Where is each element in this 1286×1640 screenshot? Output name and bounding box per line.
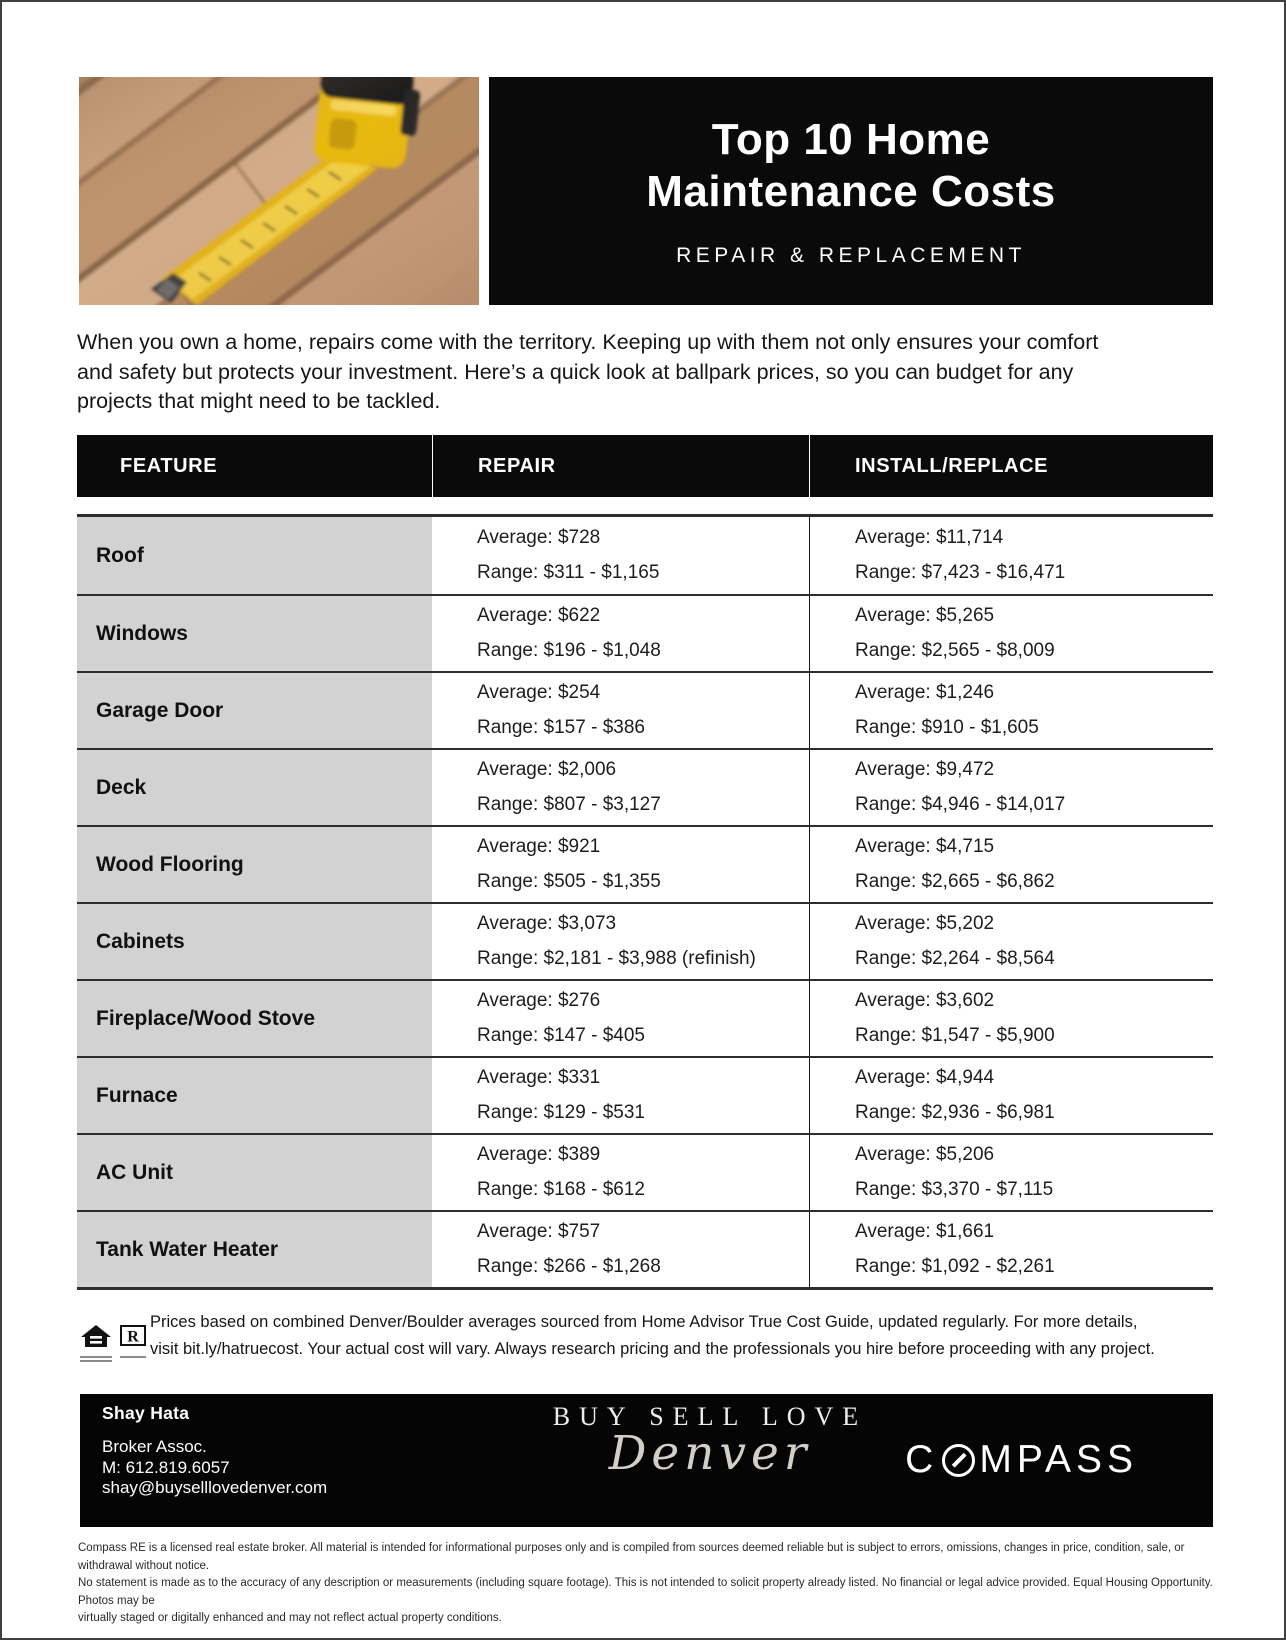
install-cell: [809, 596, 1213, 671]
column-header-feature: FEATURE: [120, 454, 218, 477]
column-header-repair: REPAIR: [432, 435, 809, 497]
compass-logo: [905, 1438, 1138, 1482]
repair-range: Range: $129 - $531: [477, 1102, 645, 1123]
repair-average: Average: $757: [477, 1221, 601, 1242]
fine-print-line: Compass RE is a licensed real estate broker. All material is intended for informational purposes only and is compiled from sources deemed reliable but is subject to errors, omissions, changes in price, condition, sale, or withdrawal without notice.: [78, 1542, 1185, 1572]
repair-cell: [432, 827, 809, 902]
repair-range: Range: $311 - $1,165: [477, 562, 660, 583]
feature-name: Fireplace/Wood Stove: [77, 981, 432, 1056]
disclaimer-line: Prices based on combined Denver/Boulder averages sourced from Home Advisor True Cost Guide, updated regularly. For more details,: [150, 1313, 1138, 1331]
install-range: Range: $2,264 - $8,564: [855, 948, 1055, 969]
install-range: Range: $910 - $1,605: [855, 717, 1039, 738]
table-row-windows: [77, 594, 1213, 671]
install-range: Range: $2,665 - $6,862: [855, 871, 1055, 892]
legal-fine-print: [78, 1540, 1218, 1628]
install-average: Average: $4,944: [855, 1067, 995, 1088]
repair-range: Range: $505 - $1,355: [477, 871, 661, 892]
install-cell: [809, 1058, 1213, 1133]
install-cell: [809, 750, 1213, 825]
feature-name: Tank Water Heater: [77, 1212, 432, 1287]
table-row-wood-flooring: [77, 825, 1213, 902]
brand-script-denver: Denver: [608, 1426, 812, 1481]
install-average: Average: $9,472: [855, 759, 995, 780]
svg-text:R: R: [127, 1328, 139, 1346]
repair-cell: [432, 517, 809, 594]
table-row-furnace: [77, 1056, 1213, 1133]
repair-range: Range: $168 - $612: [477, 1179, 645, 1200]
install-range: Range: $3,370 - $7,115: [855, 1179, 1054, 1200]
install-average: Average: $5,202: [855, 913, 995, 934]
compass-letters-mpass: MPASS: [979, 1438, 1138, 1481]
agent-title: Broker Assoc.: [102, 1437, 207, 1456]
repair-average: Average: $921: [477, 836, 601, 857]
repair-range: Range: $2,181 - $3,988 (refinish): [477, 948, 756, 969]
cost-table: [77, 514, 1213, 1290]
table-row-deck: [77, 748, 1213, 825]
feature-name: Furnace: [77, 1058, 432, 1133]
repair-cell: [432, 904, 809, 979]
table-row-roof: [77, 517, 1213, 594]
install-cell: [809, 673, 1213, 748]
install-average: Average: $5,206: [855, 1144, 995, 1165]
feature-name: Wood Flooring: [77, 827, 432, 902]
realtor-micro-text: [120, 1356, 146, 1358]
install-average: Average: $11,714: [855, 527, 1004, 548]
feature-name: Deck: [77, 750, 432, 825]
install-range: Range: $1,547 - $5,900: [855, 1025, 1055, 1046]
repair-average: Average: $2,006: [477, 759, 617, 780]
page-title: [646, 114, 1055, 218]
install-cell: [809, 517, 1213, 594]
repair-range: Range: $157 - $386: [477, 717, 645, 738]
repair-cell: [432, 596, 809, 671]
table-row-garage-door: [77, 671, 1213, 748]
buy-sell-love-denver-logo: [480, 1402, 940, 1481]
repair-average: Average: $389: [477, 1144, 601, 1165]
repair-cell: [432, 981, 809, 1056]
pricing-disclaimer: [150, 1309, 1216, 1363]
install-cell: [809, 1212, 1213, 1287]
feature-name: Windows: [77, 596, 432, 671]
install-average: Average: $1,661: [855, 1221, 995, 1242]
column-header-install-replace: INSTALL/REPLACE: [809, 435, 1213, 497]
compass-letter-c: C: [905, 1438, 939, 1481]
agent-contact-block: [102, 1403, 327, 1499]
title-banner: [489, 77, 1213, 305]
install-cell: [809, 904, 1213, 979]
feature-name: Roof: [77, 517, 432, 594]
repair-average: Average: $622: [477, 605, 601, 626]
feature-name: Cabinets: [77, 904, 432, 979]
intro-line: projects that might need to be tackled.: [77, 389, 441, 413]
disclaimer-line: visit bit.ly/hatruecost. Your actual cost will vary. Always research pricing and the professionals you hire before proceeding with any project.: [150, 1340, 1155, 1358]
feature-name: AC Unit: [77, 1135, 432, 1210]
table-row-ac-unit: [77, 1133, 1213, 1210]
repair-average: Average: $254: [477, 682, 601, 703]
install-average: Average: $3,602: [855, 990, 995, 1011]
equal-housing-micro-text: [80, 1356, 112, 1362]
feature-name: Garage Door: [77, 673, 432, 748]
install-cell: [809, 1135, 1213, 1210]
header-photo: [79, 77, 479, 305]
repair-range: Range: $266 - $1,268: [477, 1256, 661, 1277]
install-cell: [809, 981, 1213, 1056]
repair-cell: [432, 1058, 809, 1133]
agent-email: shay@buyselllovedenver.com: [102, 1478, 328, 1497]
install-range: Range: $1,092 - $2,261: [855, 1256, 1055, 1277]
title-line-2: Maintenance Costs: [646, 167, 1056, 216]
repair-cell: [432, 1135, 809, 1210]
install-range: Range: $4,946 - $14,017: [855, 794, 1066, 815]
repair-average: Average: $276: [477, 990, 601, 1011]
compass-o-icon: [942, 1444, 975, 1477]
page-subtitle: REPAIR & REPLACEMENT: [676, 244, 1026, 267]
repair-cell: [432, 1212, 809, 1287]
tape-measure-photo-illustration: [79, 77, 479, 305]
install-cell: [809, 827, 1213, 902]
table-row-tank-water-heater: [77, 1210, 1213, 1287]
repair-range: Range: $147 - $405: [477, 1025, 645, 1046]
intro-line: and safety but protects your investment. Here’s a quick look at ballpark prices, so you can budget for any: [77, 359, 1074, 384]
agent-name: Shay Hata: [102, 1403, 190, 1423]
table-row-cabinets: [77, 902, 1213, 979]
intro-line: When you own a home, repairs come with the territory. Keeping up with them not only ensures your comfort: [77, 330, 1099, 354]
repair-range: Range: $807 - $3,127: [477, 794, 661, 815]
repair-average: Average: $3,073: [477, 913, 617, 934]
fine-print-line: virtually staged or digitally enhanced and may not reflect actual property conditions.: [78, 1612, 502, 1624]
repair-cell: [432, 673, 809, 748]
install-range: Range: $7,423 - $16,471: [855, 562, 1066, 583]
title-line-1: Top 10 Home: [711, 115, 991, 164]
footer-brand-bar: [80, 1394, 1213, 1527]
install-average: Average: $1,246: [855, 682, 995, 703]
fine-print-line: No statement is made as to the accuracy of any description or measurements (including square footage). This is not intended to solicit property already listed. No financial or legal advice provided. Equal Housing Opportunity. Photos may be: [78, 1577, 1213, 1607]
repair-average: Average: $728: [477, 527, 601, 548]
equal-housing-icon: [80, 1325, 112, 1362]
install-average: Average: $4,715: [855, 836, 995, 857]
intro-paragraph: [77, 328, 1197, 417]
install-average: Average: $5,265: [855, 605, 995, 626]
disclaimer-icons: [80, 1325, 146, 1362]
table-header: [77, 435, 1213, 497]
repair-range: Range: $196 - $1,048: [477, 640, 661, 661]
table-row-fireplace-wood-stove: [77, 979, 1213, 1056]
repair-average: Average: $331: [477, 1067, 601, 1088]
agent-phone: M: 612.819.6057: [102, 1457, 230, 1477]
install-range: Range: $2,565 - $8,009: [855, 640, 1055, 661]
brand-wordmark: BUY SELL LOVE: [552, 1402, 868, 1431]
realtor-icon: [120, 1325, 146, 1358]
install-range: Range: $2,936 - $6,981: [855, 1102, 1055, 1123]
repair-cell: [432, 750, 809, 825]
